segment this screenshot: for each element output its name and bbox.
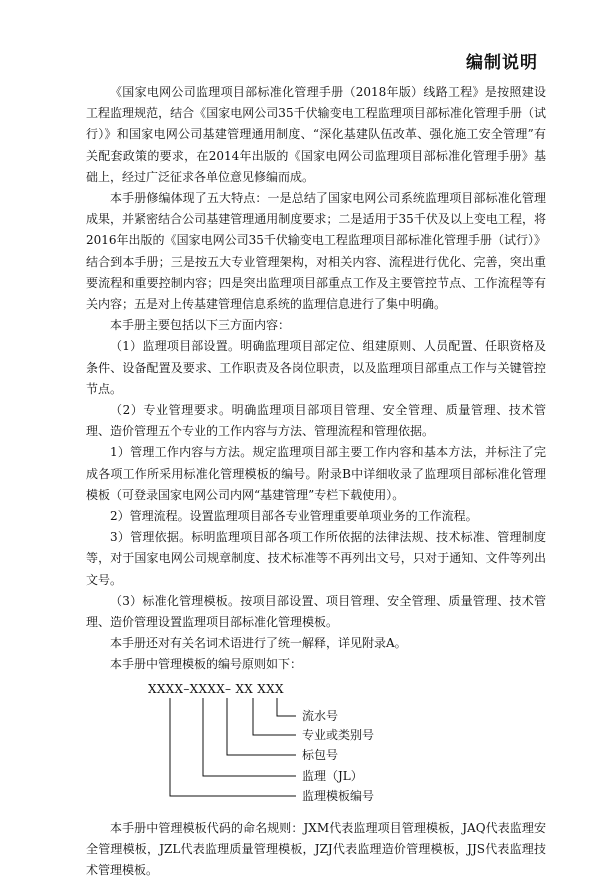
page-title: 编制说明	[466, 53, 538, 73]
section-2-paragraph: （2）专业管理要求。明确监理项目部项目管理、安全管理、质量管理、技术管理、造价管理五个专业的工作内容与方法、管理流程和管理依据。	[86, 403, 546, 439]
label-template-number: 监理模板编号	[302, 788, 375, 803]
section-3-paragraph: （3）标准化管理模板。按项目部设置、项目管理、安全管理、质量管理、技术管理、造价管理设置监理项目部标准化管理模板。	[86, 593, 546, 630]
contents-intro: 本手册主要包括以下三方面内容：	[110, 318, 291, 333]
intro-paragraph: 《国家电网公司监理项目部标准化管理手册（2018年版）线路工程》是按照建设工程监理规范，结合《国家电网公司35千伏输变电工程监理项目部标准化管理手册（试行）》和国家电网公司基建管理通用制度、“深化基建队伍改革、强化施工安全管理”有关配套政策的要求，在2014年出版的《国家电网公司监理项目部标准化管理手册》基础上，经过广泛征求各单位意见修编而成。	[86, 85, 546, 184]
glossary-note: 本手册还对有关名词术语进行了统一解释，详见附录A。	[110, 636, 407, 651]
label-serial-number: 流水号	[302, 708, 339, 723]
naming-rule-paragraph: 本手册中管理模板代码的命名规则：JXM代表监理项目管理模板，JAQ代表监理安全管理模板，JZL代表监理质量管理模板，JZJ代表监理造价管理模板，JJS代表监理技术管理模板。	[86, 820, 546, 878]
section-2-item-1: 1）管理工作内容与方法。规定监理项目部主要工作内容和基本方法，并标注了完成各项工作所采用标准化管理模板的编号。附录B中详细收录了监理项目部标准化管理模板（可登录国家电网公司内网“基建管理”专栏下载使用）。	[86, 445, 546, 502]
numbering-diagram	[86, 678, 546, 818]
label-category-number: 专业或类别号	[302, 727, 375, 742]
numbering-intro: 本手册中管理模板的编号原则如下：	[110, 657, 303, 672]
features-paragraph: 本手册修编体现了五大特点：一是总结了国家电网公司系统监理项目部标准化管理成果，并紧密结合公司基建管理通用制度要求；二是适用于35千伏及以上变电工程，将2016年出版的《国家电网公司35千伏输变电工程监理项目部标准化管理手册（试行）》结合到本手册；三是按五大专业管理架构，对相关内容、流程进行优化、完善，突出重要流程和重要控制内容；四是突出监理项目部重点工作及主要管控节点、工作流程等有关内容；五是对上传基建管理信息系统的监理信息进行了集中明确。	[86, 191, 546, 312]
document-body	[86, 82, 546, 881]
section-2-item-2: 2）管理流程。设置监理项目部各专业管理重要单项业务的工作流程。	[110, 509, 478, 524]
label-supervision-jl: 监理（JL）	[302, 768, 363, 783]
label-package-number: 标包号	[302, 747, 339, 762]
numbering-code: XXXX–XXXX– XX XXX	[148, 681, 284, 696]
section-1-paragraph: （1）监理项目部设置。明确监理项目部定位、组建原则、人员配置、任职资格及条件、设备配置及要求、工作职责及各岗位职责，以及监理项目部重点工作与关键管控节点。	[86, 339, 546, 396]
section-2-item-3: 3）管理依据。标明监理项目部各项工作所依据的法律法规、技术标准、管理制度等，对于国家电网公司规章制度、技术标准等不再列出文号，只对于通知、文件等列出文号。	[86, 530, 546, 587]
